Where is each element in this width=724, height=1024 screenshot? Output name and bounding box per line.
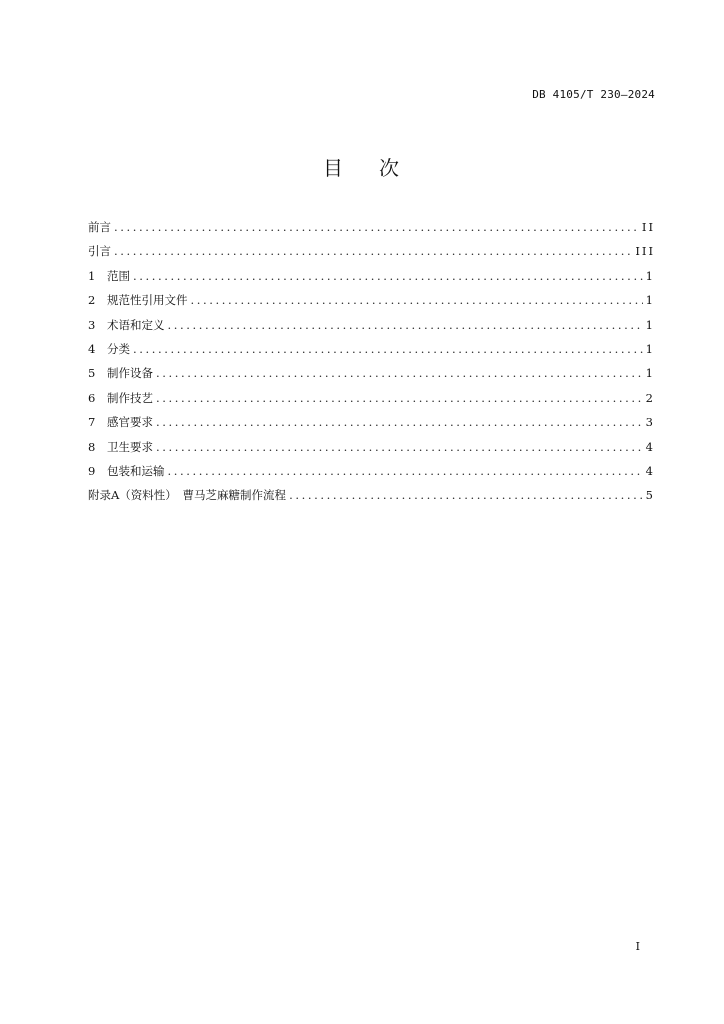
- toc-entry-label: 前言: [88, 220, 111, 234]
- toc-leader-dots: [168, 463, 643, 479]
- toc-entry-equipment[interactable]: [88, 365, 655, 389]
- toc-leader-dots: [168, 317, 643, 333]
- toc-entry-introduction[interactable]: [88, 243, 655, 267]
- toc-entry-page: 1: [645, 317, 655, 332]
- toc-entry-page: 1: [645, 341, 655, 356]
- page-number: I: [635, 940, 640, 953]
- toc-entry-foreword[interactable]: [88, 219, 655, 243]
- toc-entry-page: III: [635, 244, 655, 259]
- toc-leader-dots: [133, 341, 643, 357]
- toc-entry-scope[interactable]: [88, 268, 655, 292]
- toc-entry-number: 6: [88, 390, 96, 405]
- toc-entry-number: 1: [88, 268, 96, 283]
- toc-entry-number: 7: [88, 415, 96, 430]
- toc-leader-dots: [156, 390, 643, 406]
- toc-entry-label: 包装和运输: [107, 463, 165, 478]
- toc-entry-terms-definitions[interactable]: [88, 317, 655, 341]
- toc-entry-page: 4: [645, 463, 655, 478]
- toc-entry-packaging-transport[interactable]: [88, 463, 655, 487]
- toc-entry-appendix-a[interactable]: [88, 487, 655, 511]
- toc-leader-dots: [114, 243, 632, 259]
- toc-leader-dots: [289, 487, 643, 503]
- toc-entry-label: 附录A（资料性） 曹马芝麻糖制作流程: [88, 488, 287, 503]
- toc-entry-page: 1: [645, 293, 655, 308]
- toc-leader-dots: [133, 268, 643, 284]
- toc-entry-label: 卫生要求: [107, 439, 153, 454]
- toc-entry-normative-references[interactable]: [88, 292, 655, 316]
- toc-entry-sensory-requirements[interactable]: [88, 414, 655, 438]
- toc-entry-number: 4: [88, 341, 96, 356]
- toc-leader-dots: [191, 292, 643, 308]
- toc-entry-number: 3: [88, 317, 96, 332]
- toc-title-part1: 目: [323, 156, 345, 180]
- toc-entry-page: II: [641, 220, 655, 234]
- document-code: DB 4105/T 230—2024: [532, 88, 655, 101]
- toc-entry-label: 引言: [88, 244, 111, 259]
- toc-entry-classification[interactable]: [88, 341, 655, 365]
- toc-entry-number: 2: [88, 293, 96, 308]
- toc-entry-page: 4: [645, 439, 655, 454]
- toc-entry-label: 分类: [107, 341, 130, 356]
- toc-entry-techniques[interactable]: [88, 390, 655, 414]
- toc-leader-dots: [156, 365, 643, 381]
- toc-entry-page: 5: [645, 488, 655, 503]
- toc-entry-label: 制作技艺: [107, 390, 153, 405]
- toc-leader-dots: [156, 439, 643, 455]
- toc-entry-page: 3: [645, 415, 655, 430]
- toc-leader-dots: [114, 219, 639, 235]
- toc-entry-label: 术语和定义: [107, 317, 165, 332]
- toc-entry-label: 感官要求: [107, 415, 153, 430]
- toc-leader-dots: [156, 414, 643, 430]
- toc-entry-number: 5: [88, 366, 96, 381]
- toc-title-part2: 次: [379, 156, 401, 180]
- toc-entry-number: 9: [88, 463, 96, 478]
- toc-entry-number: 8: [88, 439, 96, 454]
- toc-list: [88, 219, 655, 512]
- toc-entry-label: 范围: [107, 268, 130, 283]
- toc-title: [0, 152, 724, 181]
- toc-entry-page: 2: [645, 390, 655, 405]
- toc-entry-hygiene-requirements[interactable]: [88, 439, 655, 463]
- toc-entry-page: 1: [645, 366, 655, 381]
- toc-entry-label: 规范性引用文件: [107, 293, 188, 308]
- toc-entry-label: 制作设备: [107, 366, 153, 381]
- toc-entry-page: 1: [645, 268, 655, 283]
